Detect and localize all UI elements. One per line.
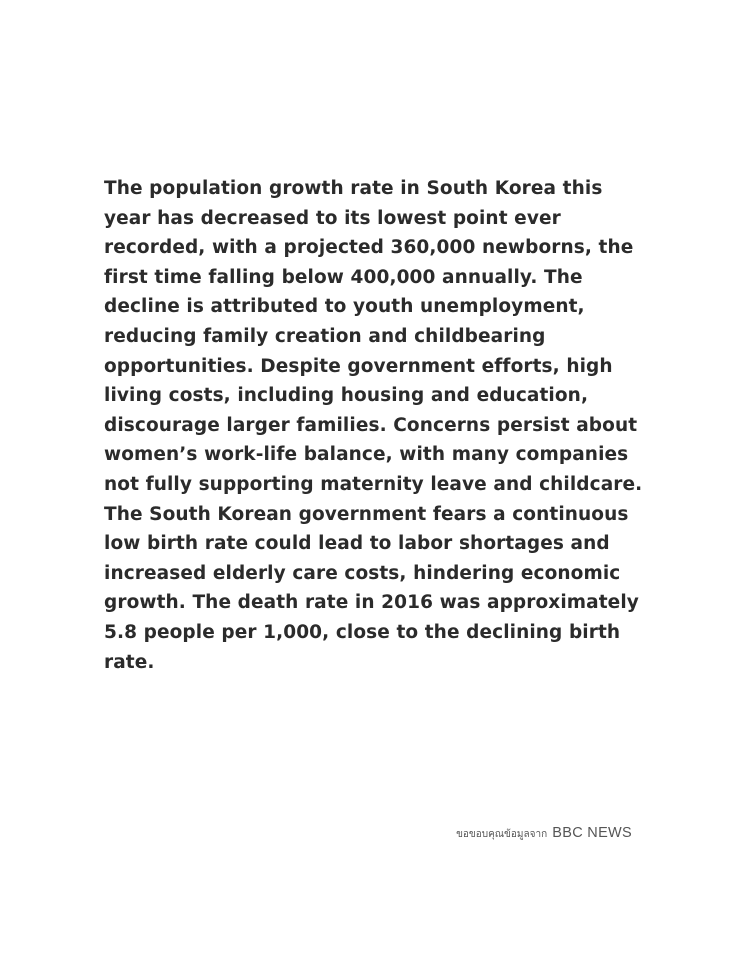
article-paragraph: The population growth rate in South Korea this year has decreased to its lowest point ever recorded, with a projected 360,000 newborns, the first time falling below 400,000 annually. The decline is attributed to youth unemployment, reducing family creation and childbearing opportunities. Despite government efforts, high living costs, including housing and education, discourage larger families. Concerns persist about women’s work-life balance, with many companies not fully supporting maternity leave and childcare. The South Korean government fears a continuous low birth rate could lead to labor shortages and increased elderly care costs, hindering economic growth. The death rate in 2016 was approximately 5.8 people per 1,000, close to the declining birth rate. [104,178,643,673]
credit-thanks-text: ขอขอบคุณข้อมูลจาก [456,829,548,840]
source-credit [456,822,632,842]
credit-source-name: BBC NEWS [552,825,632,841]
